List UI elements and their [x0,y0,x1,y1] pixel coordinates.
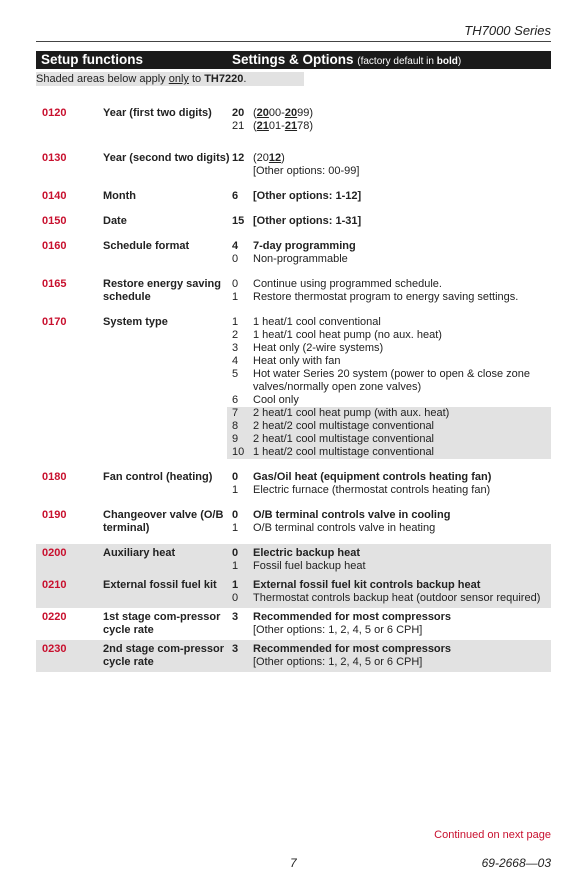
setting-code: 0180 [42,471,67,483]
setting-label: Auxiliary heat [103,547,176,559]
option-value: 1 [232,484,239,496]
option-item [232,291,551,304]
option-text-part: 21 [256,120,269,132]
option-value: 0 [232,253,239,265]
header-settings-label: Settings & Options [232,52,354,67]
option-item [232,611,551,624]
option-value: 1 [232,560,239,572]
option-value [232,656,253,669]
option-value: 9 [232,433,239,445]
setting-row-0165 [36,275,551,307]
option-text-part: (20 [253,152,269,164]
option-description: [Other options: 1, 2, 4, 5 or 6 CPH] [253,656,423,668]
setting-code: 0140 [42,190,67,202]
option-description: Heat only (2-wire systems) [253,342,384,354]
note-model: TH7220 [204,73,244,85]
option-item [227,407,551,420]
option-description: External fossil fuel kit controls backup heat [253,579,481,591]
option-text-part: 78) [297,120,313,132]
option-item [232,107,551,120]
option-value: 0 [232,509,239,521]
header-note-prefix: (factory default in [357,56,437,67]
setting-code: 0160 [42,240,67,252]
option-item [232,190,551,203]
page-number: 7 [290,856,297,870]
setting-code: 0210 [42,579,67,591]
option-item [232,509,551,522]
option-item [232,316,551,329]
option-description: Recommended for most compressors [253,611,452,623]
setting-row-0220 [36,608,551,640]
option-item [227,433,551,446]
option-item [232,342,551,355]
option-item [232,624,551,637]
setup-table [36,104,551,672]
option-item [232,329,551,342]
option-value [232,165,253,178]
setting-label: Month [103,190,136,202]
option-description: 2 heat/2 cool multistage conventional [253,420,435,432]
option-item [232,484,551,497]
option-description: [Other options: 1-31] [253,215,362,227]
series-title: TH7000 Series [464,23,551,38]
setting-label: Date [103,215,127,227]
option-value: 12 [232,152,245,164]
setting-label: 1st stage com-pressor cycle rate [103,611,221,636]
document-number: 69-2668—03 [481,856,551,870]
option-description: O/B terminal controls valve in heating [253,522,436,534]
option-description [253,152,551,165]
setting-label: External fossil fuel kit [103,579,217,591]
option-text-part: 20 [256,107,269,119]
setting-label: System type [103,316,168,328]
option-item [232,215,551,228]
setting-code: 0200 [42,547,67,559]
option-description: Heat only with fan [253,355,341,367]
header-setup-functions: Setup functions [41,52,143,67]
option-value: 21 [232,120,245,132]
setting-row-0180 [36,468,551,500]
option-value: 8 [232,420,239,432]
option-value: 3 [232,342,239,354]
option-item [232,579,551,592]
setting-code: 0130 [42,152,67,164]
option-description: O/B terminal controls valve in cooling [253,509,451,521]
option-text-part: 12 [268,152,282,164]
option-item [227,420,551,433]
option-value: 4 [232,240,239,252]
option-value [232,624,253,637]
option-description: Cool only [253,394,299,406]
setting-options [232,576,551,608]
setting-options [232,313,551,462]
option-text-part: 00- [268,107,285,119]
setting-row-0140 [36,187,551,206]
setting-row-0150 [36,212,551,231]
note-prefix: Shaded areas below apply [36,73,169,85]
setting-code: 0190 [42,509,67,521]
option-description: [Other options: 00-99] [253,165,360,177]
setting-row-0230 [36,640,551,672]
option-item [232,643,551,656]
option-value: 6 [232,394,239,406]
option-description [253,107,551,120]
option-text-part: 99) [297,107,313,119]
note-middle: to [188,73,205,85]
option-description: Electric backup heat [253,547,360,559]
setting-options [232,275,551,307]
setting-options [232,237,551,269]
option-item [232,355,551,368]
option-value: 3 [232,643,239,655]
option-value: 15 [232,215,245,227]
note-only: only [168,73,189,85]
option-description: Recommended for most compressors [253,643,452,655]
setting-options [232,187,551,206]
option-value: 5 [232,368,239,380]
option-description: Gas/Oil heat (equipment controls heating fan) [253,471,492,483]
option-value: 0 [232,547,239,559]
option-text-part: 01- [268,120,285,132]
option-value: 10 [232,446,245,458]
setting-options [232,468,551,500]
setting-options [232,212,551,231]
setting-row-0120 [36,104,551,136]
option-item [232,547,551,560]
option-text-part: ( [253,120,257,132]
table-header [36,51,551,69]
option-value: 1 [232,579,239,591]
option-item [227,446,551,459]
option-item [232,240,551,253]
option-item [232,471,551,484]
setting-label: Year (first two digits) [103,107,212,119]
option-value: 0 [232,592,239,604]
setting-options [232,506,551,538]
setting-label: Fan control (heating) [103,471,213,483]
option-description: 1 heat/1 cool conventional [253,316,381,328]
setting-code: 0120 [42,107,67,119]
setting-options [232,608,551,640]
header-note-bold: bold [436,56,458,67]
setting-row-0170 [36,313,551,462]
option-text-part: ) [281,152,285,164]
header-note-suffix: ) [457,56,462,67]
option-item [232,253,551,266]
option-item [232,656,551,669]
option-description: 1 heat/2 cool multistage conventional [253,446,435,458]
setting-row-0130 [36,149,551,181]
option-value: 3 [232,611,239,623]
header-default-note [357,56,461,67]
option-item [232,165,551,178]
option-value: 7 [232,407,239,419]
option-value: 1 [232,291,239,303]
option-item [232,394,551,407]
setting-code: 0170 [42,316,67,328]
option-description: Thermostat controls backup heat (outdoor sensor required) [253,592,541,604]
option-description: Hot water Series 20 system (power to open & close zone valves/normally open zone valves) [253,368,530,393]
setting-label: Year (second two digits) [103,152,230,164]
option-text-part: 21 [284,120,298,132]
option-description: 2 heat/1 cool heat pump (with aux. heat) [253,407,450,419]
setting-row-0210 [36,576,551,608]
option-item [232,592,551,605]
setting-label: Changeover valve (O/B terminal) [103,509,224,534]
option-description: 2 heat/1 cool multistage conventional [253,433,435,445]
option-value: 1 [232,316,239,328]
continued-note: Continued on next page [434,829,551,841]
option-value: 0 [232,471,239,483]
option-value: 4 [232,355,239,367]
setting-label: 2nd stage com-pressor cycle rate [103,643,225,668]
option-item [232,368,551,394]
option-value: 2 [232,329,239,341]
option-item [232,522,551,535]
setting-code: 0220 [42,611,67,623]
option-description: Restore thermostat program to energy saving settings. [253,291,519,303]
option-description: 1 heat/1 cool heat pump (no aux. heat) [253,329,442,341]
option-item [232,560,551,573]
option-value: 6 [232,190,239,202]
setting-options [232,640,551,672]
option-item [232,278,551,291]
option-description: [Other options: 1, 2, 4, 5 or 6 CPH] [253,624,423,636]
option-item [232,152,551,165]
setting-label: Schedule format [103,240,190,252]
option-value: 0 [232,278,239,290]
setting-label: Restore energy saving schedule [103,278,221,303]
setting-options [232,544,551,576]
option-item [232,120,551,133]
setting-row-0160 [36,237,551,269]
note-suffix: . [243,73,247,85]
option-value: 20 [232,107,245,119]
option-text-part: 20 [284,107,298,119]
option-description [253,120,551,133]
shaded-area-note [36,72,304,86]
option-description: 7-day programming [253,240,356,252]
setting-code: 0230 [42,643,67,655]
option-text-part: ( [253,107,257,119]
setting-code: 0150 [42,215,67,227]
top-rule [36,41,551,42]
option-description: Non-programmable [253,253,348,265]
option-description: [Other options: 1-12] [253,190,362,202]
setting-row-0190 [36,506,551,538]
option-description: Electric furnace (thermostat controls heating fan) [253,484,491,496]
setting-options [232,104,551,136]
option-description: Fossil fuel backup heat [253,560,366,572]
option-value: 1 [232,522,239,534]
setting-options [232,149,551,181]
setting-row-0200 [36,544,551,576]
header-settings-options [232,52,461,67]
setting-code: 0165 [42,278,67,290]
option-description: Continue using programmed schedule. [253,278,442,290]
